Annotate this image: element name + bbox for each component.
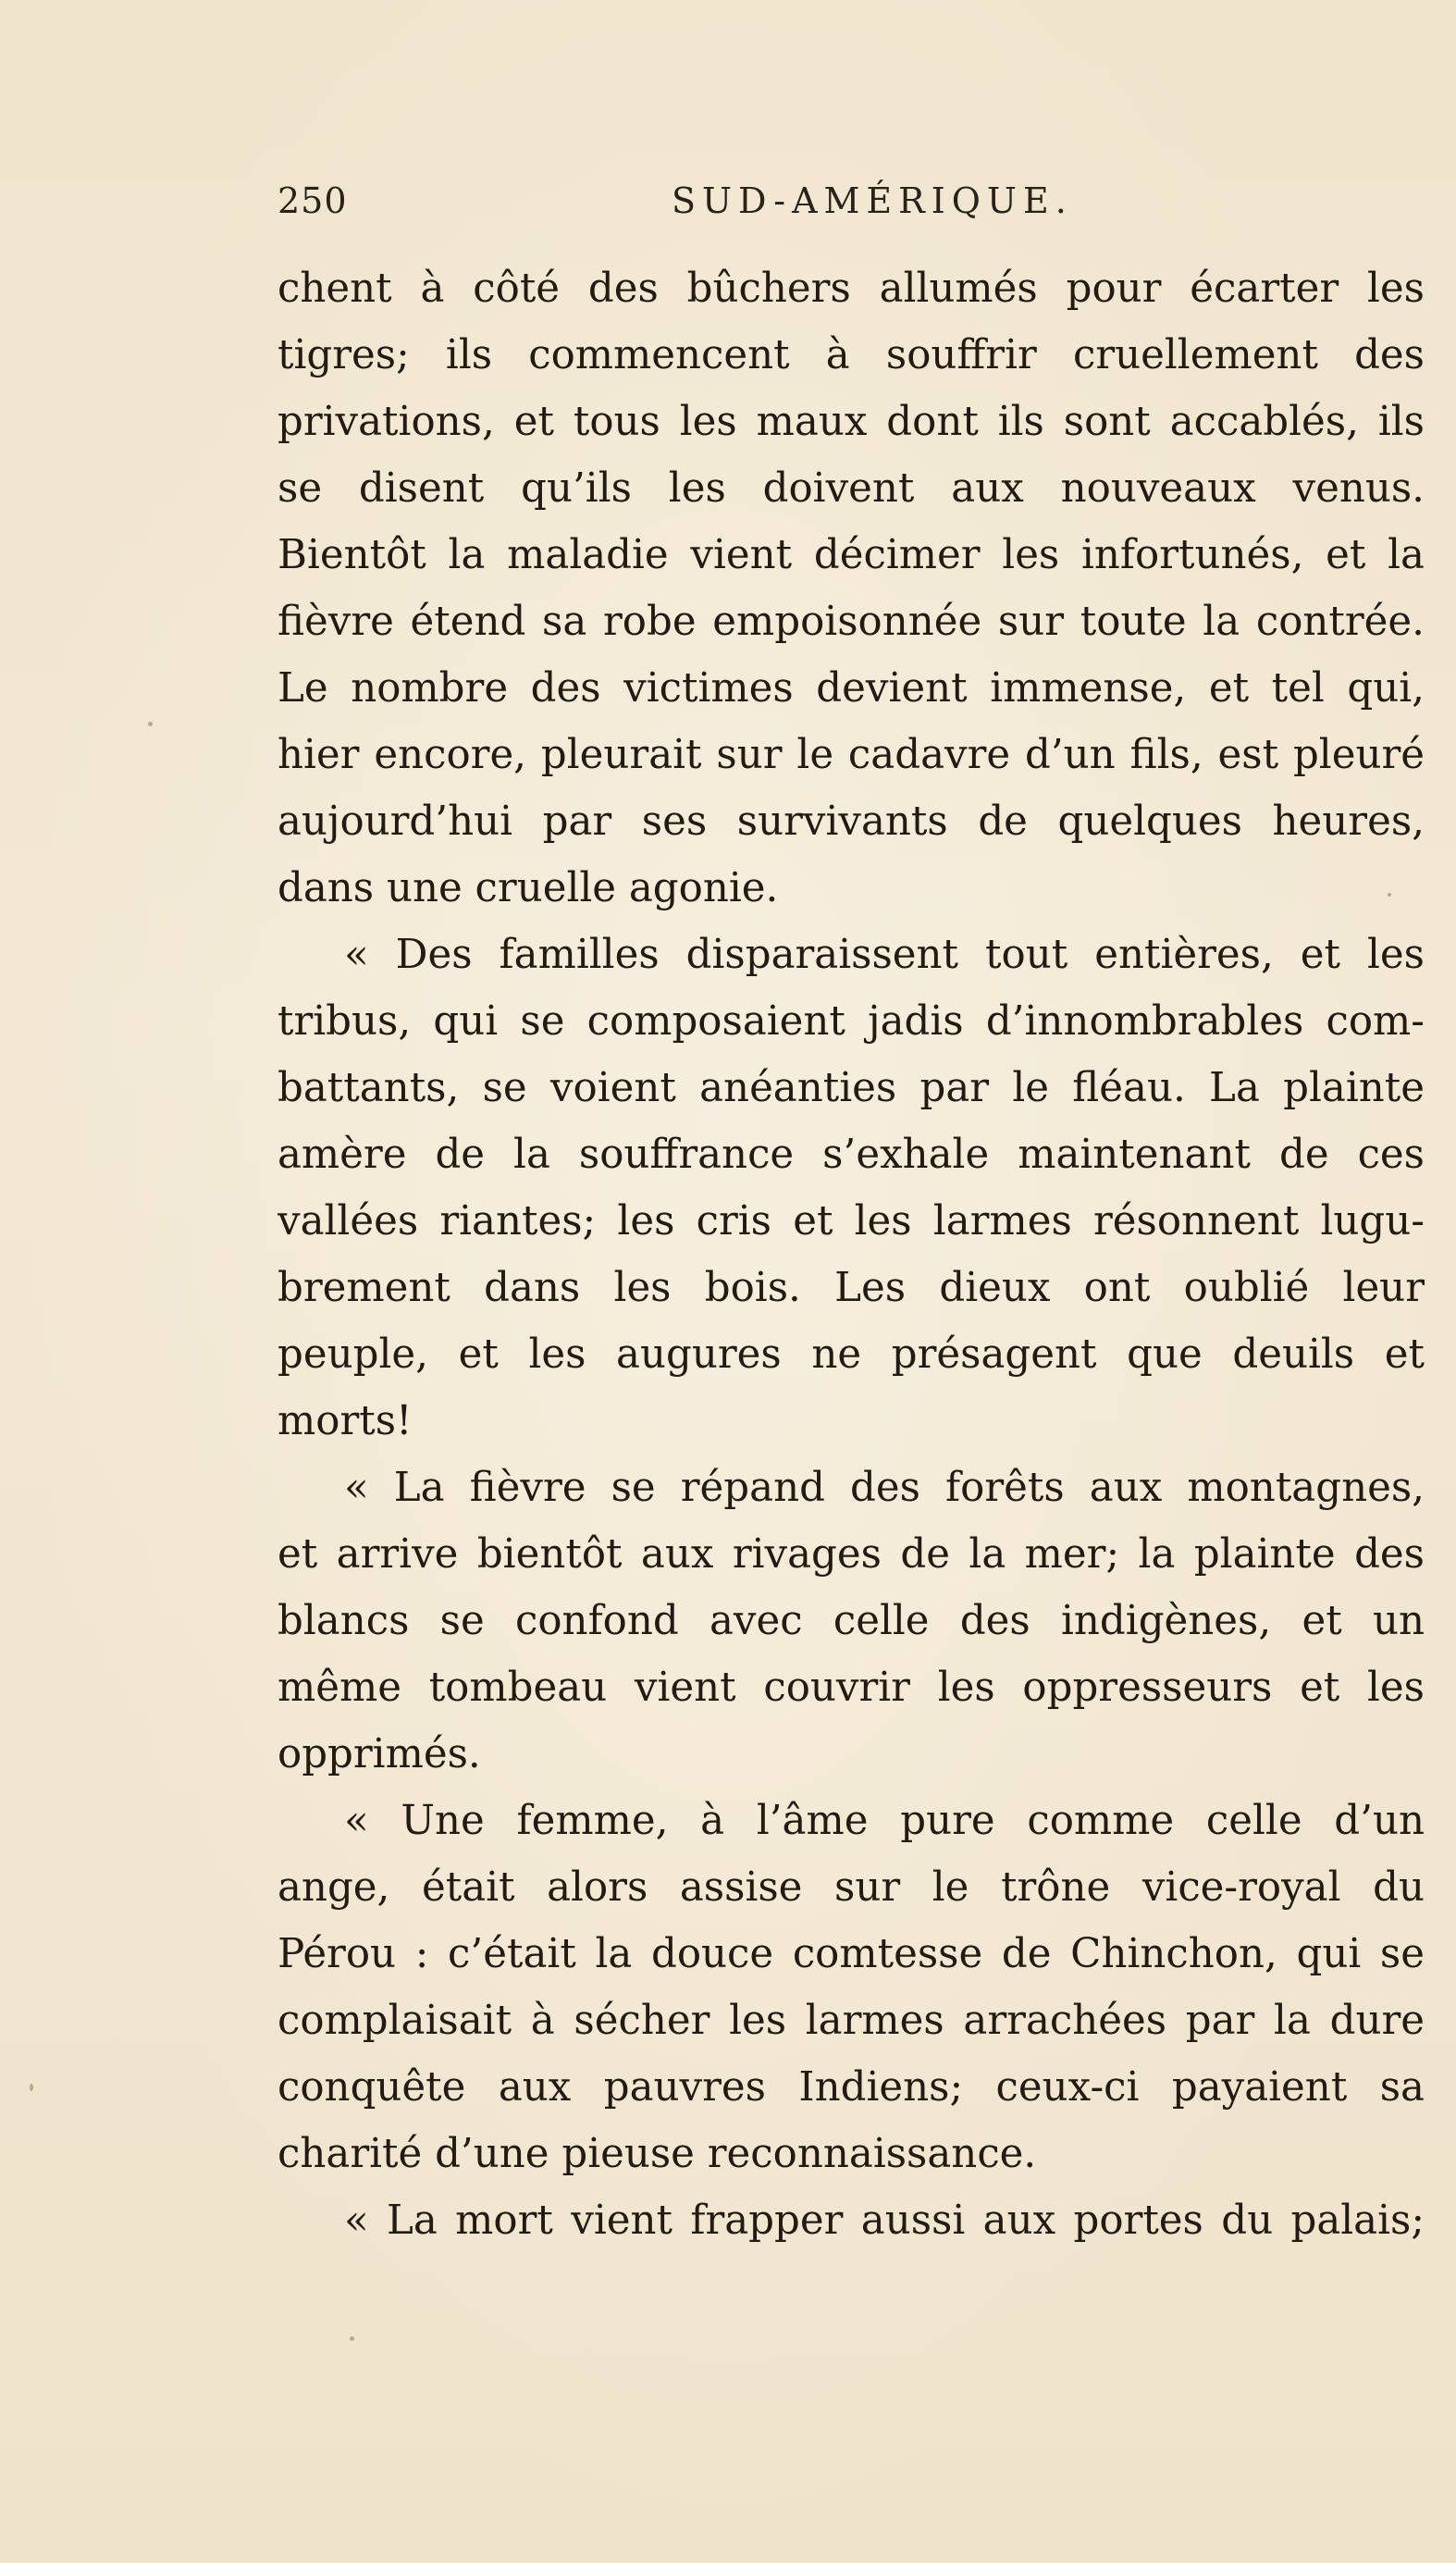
text-line: aujourd’hui par ses survivants de quelques heures,	[278, 799, 1425, 845]
text-line: peuple, et les augures ne présagent que deuils et	[278, 1331, 1425, 1378]
text-line: conquête aux pauvres Indiens; ceux-ci payaient sa	[278, 2064, 1425, 2111]
text-line: « Une femme, à l’âme pure comme celle d’un	[344, 1798, 1425, 1844]
text-line: brement dans les bois. Les dieux ont oublié leur	[278, 1265, 1425, 1311]
text-line: Pérou : c’était la douce comtesse de Chinchon, qui se	[278, 1931, 1425, 1977]
text-line: se disent qu’ils les doivent aux nouveaux venus.	[278, 465, 1425, 512]
text-line: privations, et tous les maux dont ils sont accablés, ils	[278, 399, 1425, 445]
text-line: « Des familles disparaissent tout entières, et les	[344, 932, 1425, 978]
text-line: ange, était alors assise sur le trône vice-royal du	[278, 1864, 1425, 1911]
text-line: fièvre étend sa robe empoisonnée sur toute la contrée.	[278, 599, 1425, 645]
text-line: « La fièvre se répand des forêts aux montagnes,	[344, 1465, 1425, 1511]
page-number: 250	[278, 180, 348, 221]
body-text	[278, 255, 1425, 2254]
text-line: vallées riantes; les cris et les larmes résonnent lugu-	[278, 1198, 1425, 1244]
page-header	[278, 180, 1429, 232]
text-line: blancs se confond avec celle des indigènes, et un	[278, 1598, 1425, 1644]
text-line: tigres; ils commencent à souffrir cruellement des	[278, 332, 1425, 378]
text-line: hier encore, pleurait sur le cadavre d’un fils, est pleuré	[278, 732, 1425, 778]
text-line: même tombeau vient couvrir les oppresseurs et les	[278, 1665, 1425, 1711]
text-line: tribus, qui se composaient jadis d’innombrables com-	[278, 998, 1425, 1045]
paper-speck	[1388, 893, 1391, 897]
text-line: chent à côté des bûchers allumés pour écarter les	[278, 266, 1425, 312]
paper-speck	[350, 2336, 354, 2341]
text-line: opprimés.	[278, 1731, 481, 1777]
text-line: et arrive bientôt aux rivages de la mer; la plainte des	[278, 1531, 1425, 1578]
paper-speck	[30, 2084, 33, 2091]
text-line: complaisait à sécher les larmes arrachées par la dure	[278, 1998, 1425, 2044]
text-line: battants, se voient anéanties par le fléau. La plainte	[278, 1065, 1425, 1111]
paper-speck	[148, 722, 153, 726]
running-title: SUD-AMÉRIQUE.	[672, 180, 1073, 221]
text-line: dans une cruelle agonie.	[278, 865, 779, 911]
text-line: Le nombre des victimes devient immense, et tel qui,	[278, 665, 1425, 712]
text-line: amère de la souffrance s’exhale maintenant de ces	[278, 1132, 1425, 1178]
text-line: charité d’une pieuse reconnaissance.	[278, 2131, 1037, 2177]
text-line: Bientôt la maladie vient décimer les infortunés, et la	[278, 532, 1425, 578]
text-line: morts!	[278, 1398, 413, 1444]
text-line: « La mort vient frapper aussi aux portes du palais;	[344, 2198, 1425, 2244]
